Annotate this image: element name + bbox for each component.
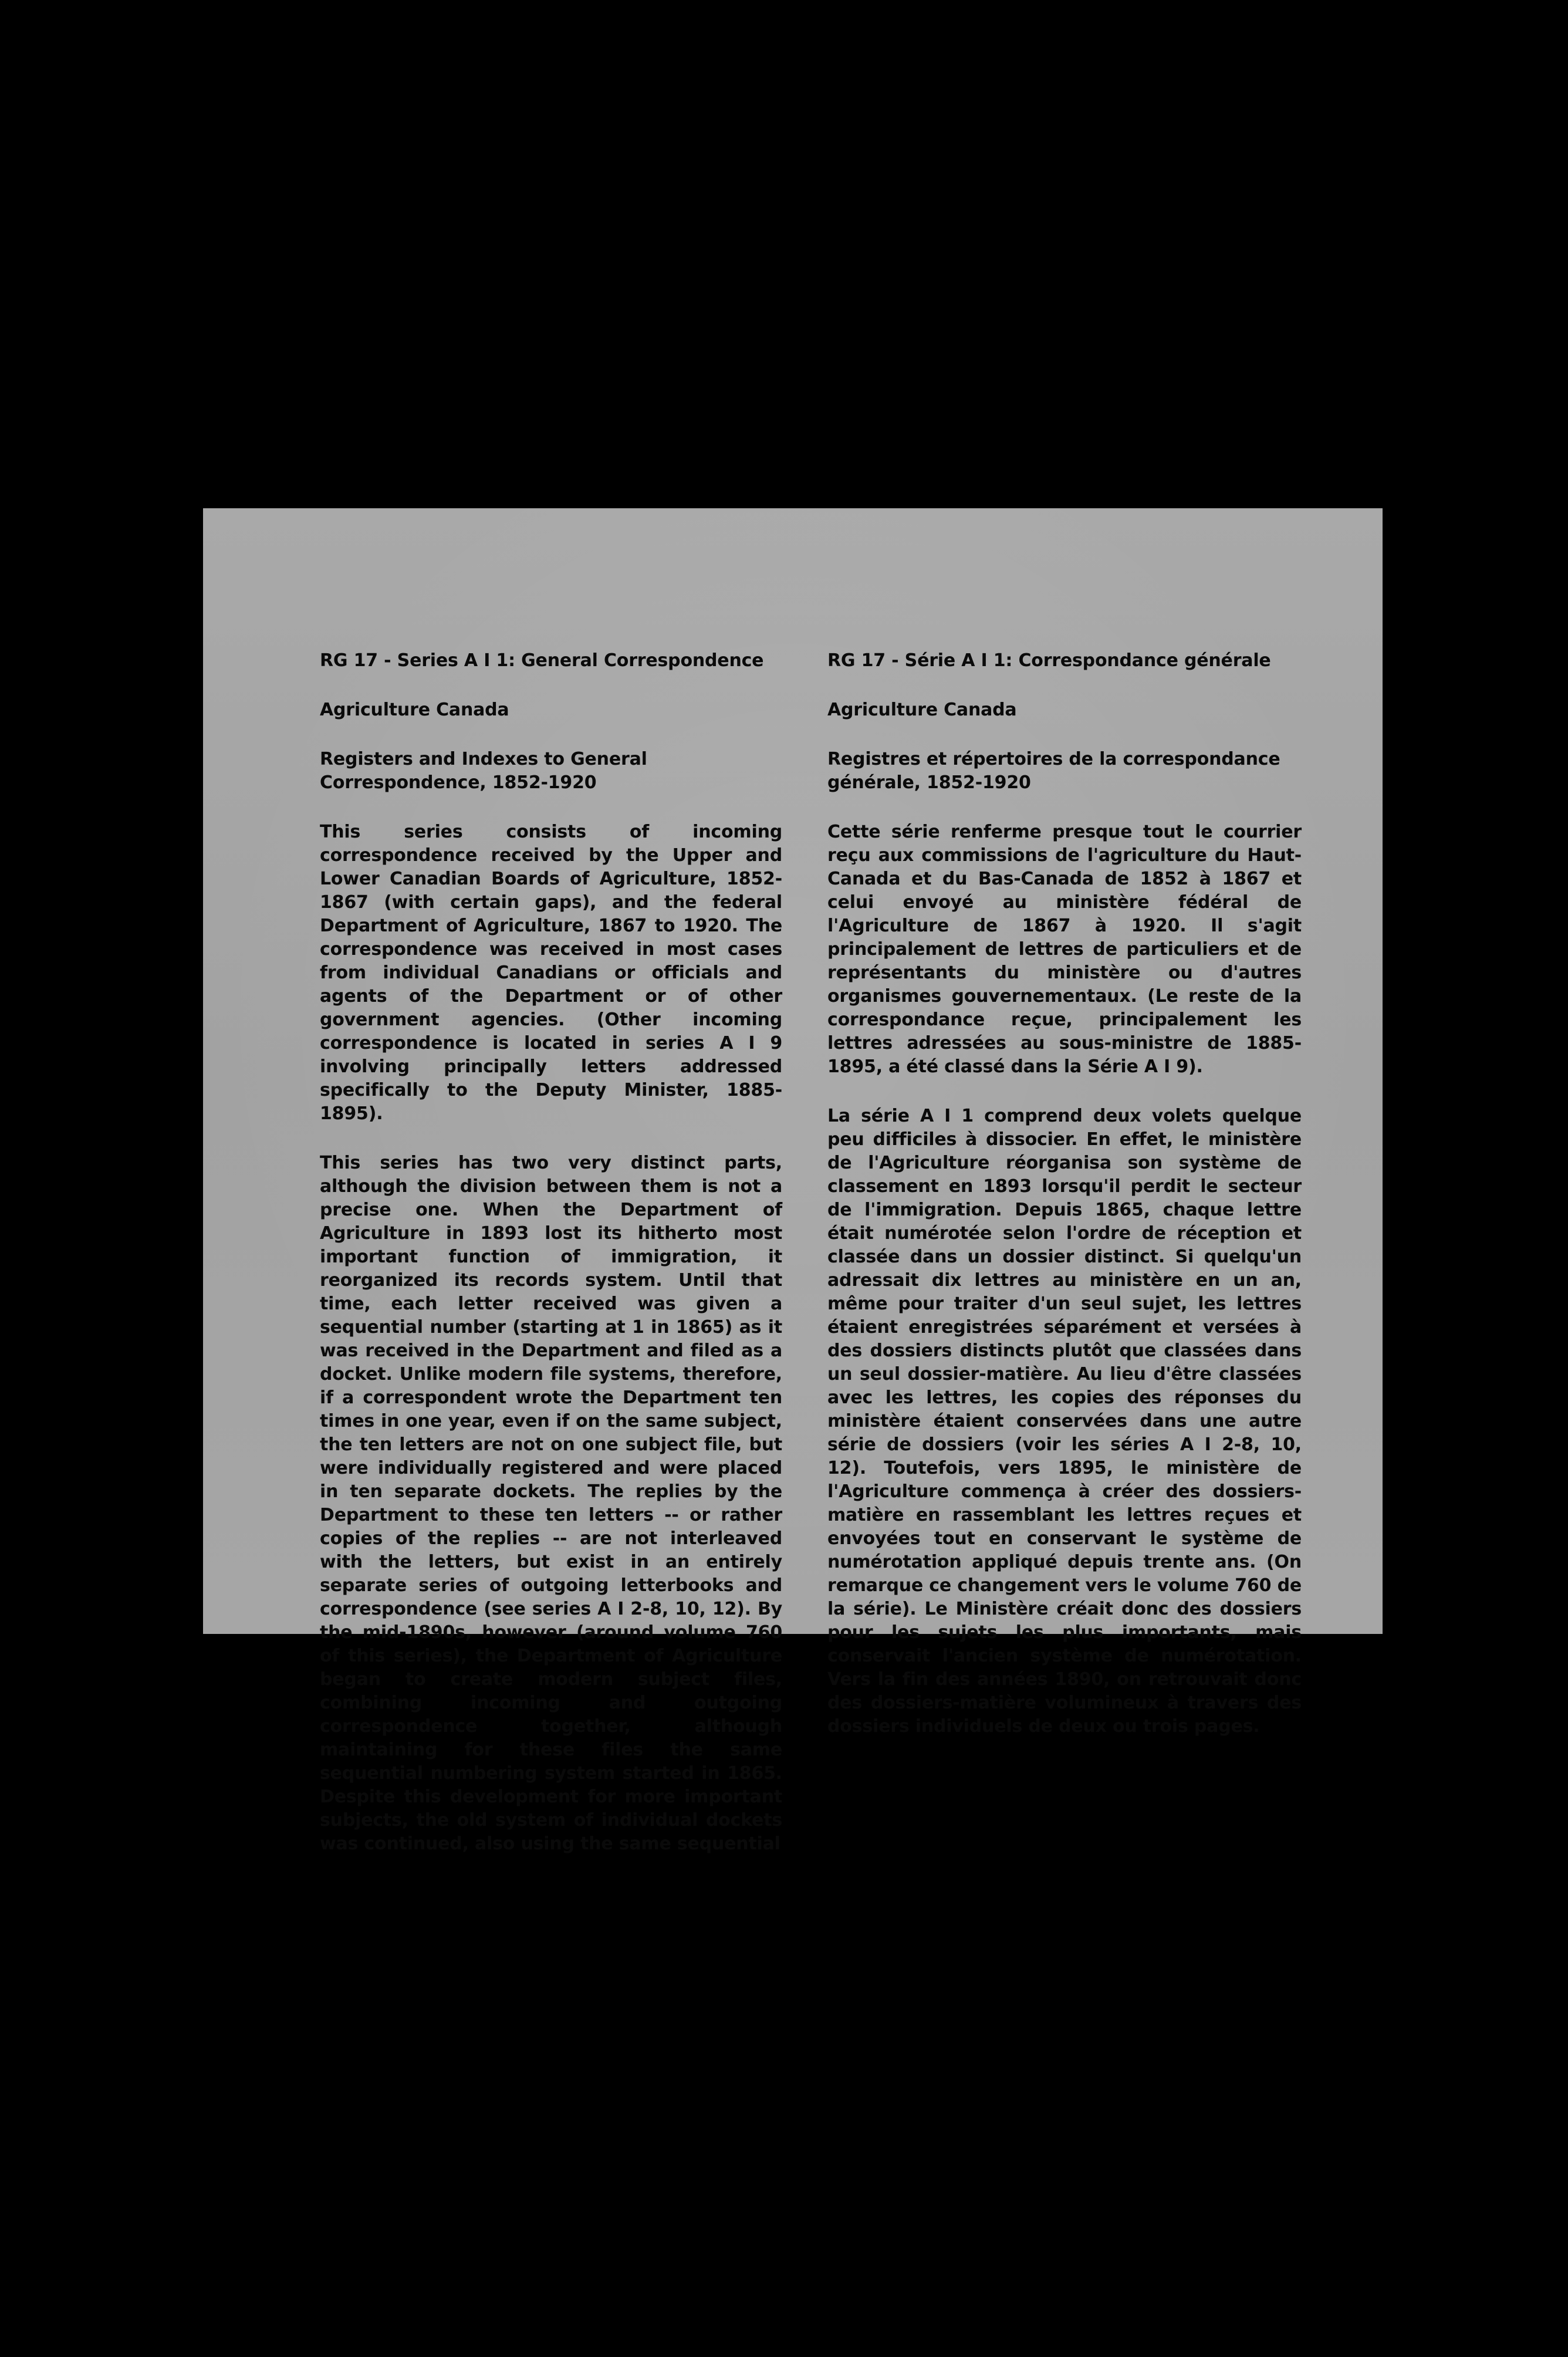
- french-series-heading: RG 17 - Série A I 1: Correspondance générale: [827, 650, 1271, 671]
- english-agency-name: Agriculture Canada: [320, 700, 509, 720]
- english-series-subtitle: Registers and Indexes to General Correspondence, 1852-1920: [320, 749, 647, 793]
- french-agency-name: Agriculture Canada: [827, 700, 1017, 720]
- document-page: [203, 508, 1383, 1854]
- french-paragraph-2: La série A I 1 comprend deux volets quelque peu difficiles à dissocier. En effet, le ministère de l'Agriculture réorganisa son système de classement en 1893 lorsqu'il perdit le secteur de l'immigration. Depuis 1865, chaque lettre était numérotée selon l'ordre de réception et classée dans un dossier distinct. Si quelqu'un adressait dix lettres au ministère en un an, même pour traiter d'un seul sujet, les lettres étaient enregistrées séparément et versées à des dossiers distincts plutôt que classées dans un seul dossier-matière. Au lieu d'être classées avec les lettres, les copies des réponses du ministère étaient conservées dans une autre série de dossiers (voir les séries A I 2-8, 10, 12). Toutefois, vers 1895, le ministère de l'Agriculture commença à créer des dossiers-matière en rassemblant les lettres reçues et envoyées tout en conservant le système de numérotation appliqué depuis trente ans. (On remarque ce changement vers le volume 760 de la série). Le Ministère créait donc des dossiers pour les sujets les plus importants, mais conservait l'ancien système de numérotation. Vers la fin des années 1890, on retrouvait donc des dossiers-matière volumineux à travers des dossiers individuels de deux ou trois pages.: [827, 1106, 1302, 1737]
- english-paragraph-2: This series has two very distinct parts, although the division between them is not a precise one. When the Department of Agriculture in 1893 lost its hitherto most important function of immigration, it reorganized its records system. Until that time, each letter received was given a sequential number (starting at 1 in 1865) as it was received in the Department and filed as a docket. Unlike modern file systems, therefore, if a correspondent wrote the Department ten times in one year, even if on the same subject, the ten letters are not on one subject file, but were individually registered and were placed in ten separate dockets. The replies by the Department to these ten letters -- or rather copies of the replies -- are not interleaved with the letters, but exist in an entirely separate series of outgoing letterbooks and correspondence (see series A I 2-8, 10, 12). By the mid-1890s, however (around volume 760 of this series), the Department of Agriculture began to create modern subject files, combining incoming and outgoing correspondence together, although maintaining for these files the same sequential numbering system started in 1865. Despite this development for more important subjects, the old system of individual dockets was continued, also using the same sequential: [320, 1153, 782, 1854]
- french-series-subtitle: Registres et répertoires de la correspondance générale, 1852-1920: [827, 749, 1280, 793]
- english-paragraph-1: This series consists of incoming correspondence received by the Upper and Lower Canadian Boards of Agriculture, 1852-1867 (with certain gaps), and the federal Department of Agriculture, 1867 to 1920. The correspondence was received in most cases from individual Canadians or officials and agents of the Department or of other government agencies. (Other incoming correspondence is located in series A I 9 involving principally letters addressed specifically to the Deputy Minister, 1885-1895).: [320, 822, 782, 1124]
- french-column: [827, 649, 1302, 1738]
- english-column: [320, 649, 782, 1856]
- french-paragraph-1: Cette série renferme presque tout le courrier reçu aux commissions de l'agriculture du Haut-Canada et du Bas-Canada de 1852 à 1867 et celui envoyé au ministère fédéral de l'Agriculture de 1867 à 1920. Il s'agit principalement de lettres de particuliers et de représentants du ministère ou d'autres organismes gouvernementaux. (Le reste de la correspondance reçue, principalement les lettres adressées au sous-ministre de 1885-1895, a été classé dans la Série A I 9).: [827, 822, 1302, 1077]
- english-series-heading: RG 17 - Series A I 1: General Correspondence: [320, 650, 764, 671]
